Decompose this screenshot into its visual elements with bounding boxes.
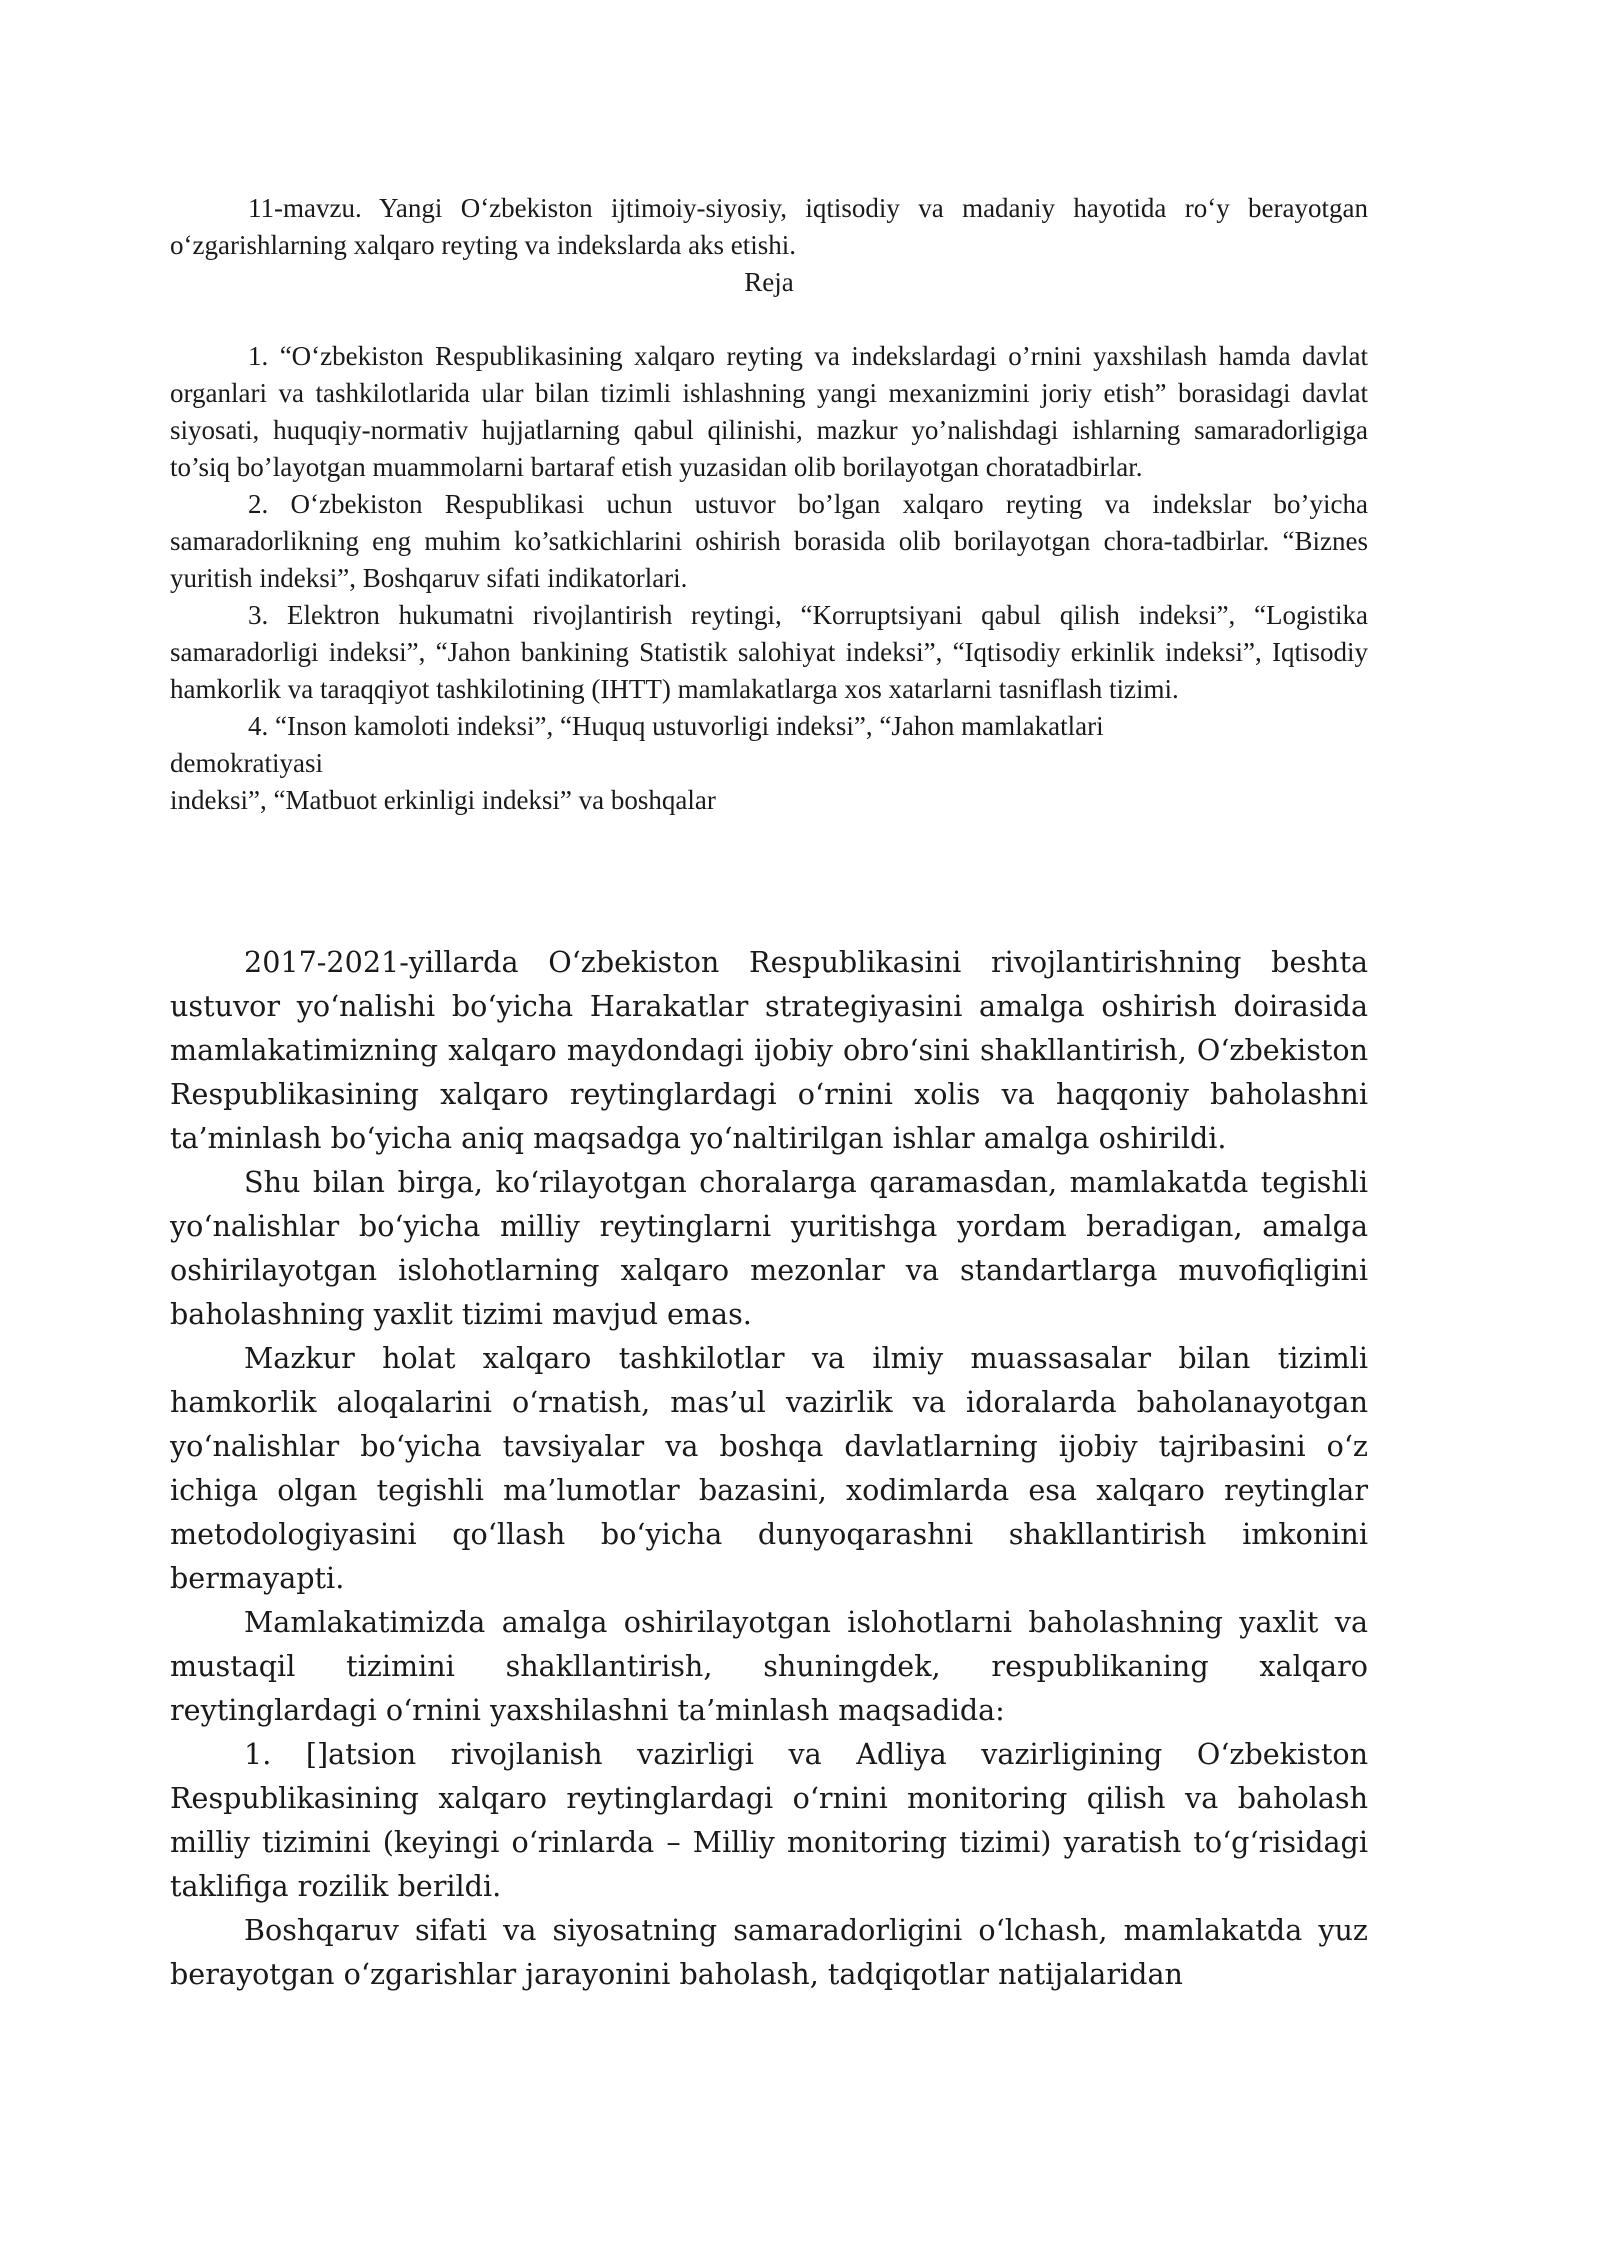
plan-item-2: 2. O‘zbekiston Respublikasi uchun ustuvor bo’lgan xalqaro reyting va indekslar bo’yicha samaradorlikning eng muhim ko’satkichlarini oshirish borasida olib borilayotgan chora-tadbirlar. “Biznes yuritish indeksi”, Boshqaruv sifati indikatorlari. [170,489,1368,593]
body-paragraph-4: Mamlakatimizda amalga oshirilayotgan islohotlarni baholashning yaxlit va mustaqil tizimini shakllantirish, shuningdek, respublikaning xalqaro reytinglardagi o‘rnini yaxshilashni ta’minlash maqsadida: [170,1605,1368,1727]
plan-heading: Reja [744,267,794,297]
plan-item-3: 3. Elektron hukumatni rivojlantirish reytingi, “Korruptsiyani qabul qilish indeksi”, “Logistika samaradorligi indeksi”, “Jahon bankining Statistik salohiyat indeksi”, “Iqtisodiy erkinlik indeksi”, Iqtisodiy hamkorlik va taraqqiyot tashkilotining (IHTT) mamlakatlarga xos xatarlarni tasniflash tizimi. [170,600,1368,704]
body-paragraph-5: 1. []atsion rivojlanish vazirligi va Adliya vazirligining O‘zbekiston Respublikasining xalqaro reytinglardagi o‘rnini monitoring qilish va baholash milliy tizimini (keyingi o‘rinlarda – Milliy monitoring tizimi) yaratish to‘g‘risidagi taklifiga rozilik berildi. [170,1737,1368,1903]
body-paragraph-2: Shu bilan birga, ko‘rilayotgan choralarga qaramasdan, mamlakatda tegishli yo‘nalishlar bo‘yicha milliy reytinglarni yuritishga yordam beradigan, amalga oshirilayotgan islohotlarning xalqaro mezonlar va standartlarga muvofiqligini baholashning yaxlit tizimi mavjud emas. [170,1165,1368,1331]
plan-item-4-line-2: demokratiyasi [170,748,323,778]
topic-title: 11-mavzu. Yangi O‘zbekiston ijtimoiy-siyosiy, iqtisodiy va madaniy hayotida ro‘y berayotgan o‘zgarishlarning xalqaro reyting va indekslarda aks etishi. [170,193,1368,260]
body-paragraph-3: Mazkur holat xalqaro tashkilotlar va ilmiy muassasalar bilan tizimli hamkorlik aloqalarini o‘rnatish, mas’ul vazirlik va idoralarda baholanayotgan yo‘nalishlar bo‘yicha tavsiyalar va boshqa davlatlarning ijobiy tajribasini o‘z ichiga olgan tegishli ma’lumotlar bazasini, xodimlarda esa xalqaro reytinglar metodologiyasini qo‘llash bo‘yicha dunyoqarashni shakllantirish imkonini bermayapti. [170,1341,1368,1595]
plan-item-1: 1. “O‘zbekiston Respublikasining xalqaro reyting va indekslardagi o’rnini yaxshilash hamda davlat organlari va tashkilotlarida ular bilan tizimli ishlashning yangi mexanizmini joriy etish” borasidagi davlat siyosati, huquqiy-normativ hujjatlarning qabul qilinishi, mazkur yo’nalishdagi ishlarning samaradorligiga to’siq bo’layotgan muammolarni bartaraf etish yuzasidan olib borilayotgan choratadbirlar. [170,341,1368,482]
body-paragraph-1: 2017-2021-yillarda O‘zbekiston Respublikasini rivojlantirishning beshta ustuvor yo‘nalishi bo‘yicha Harakatlar strategiyasini amalga oshirish doirasida mamlakatimizning xalqaro maydondagi ijobiy obro‘sini shakllantirish, O‘zbekiston Respublikasining xalqaro reytinglardagi o‘rnini xolis va haqqoniy baholashni ta’minlash bo‘yicha aniq maqsadga yo‘naltirilgan ishlar amalga oshirildi. [170,945,1368,1155]
body-paragraph-6: Boshqaruv sifati va siyosatning samaradorligini o‘lchash, mamlakatda yuz berayotgan o‘zgarishlar jarayonini baholash, tadqiqotlar natijalaridan [170,1913,1368,1991]
topic-section [170,190,1368,819]
body-text [170,940,1368,1996]
blank-line [170,301,1368,338]
plan-item-4-line-1: 4. “Inson kamoloti indeksi”, “Huquq ustuvorligi indeksi”, “Jahon mamlakatlari [248,711,1104,741]
plan-item-4-line-3: indeksi”, “Matbuot erkinligi indeksi” va boshqalar [170,785,716,815]
